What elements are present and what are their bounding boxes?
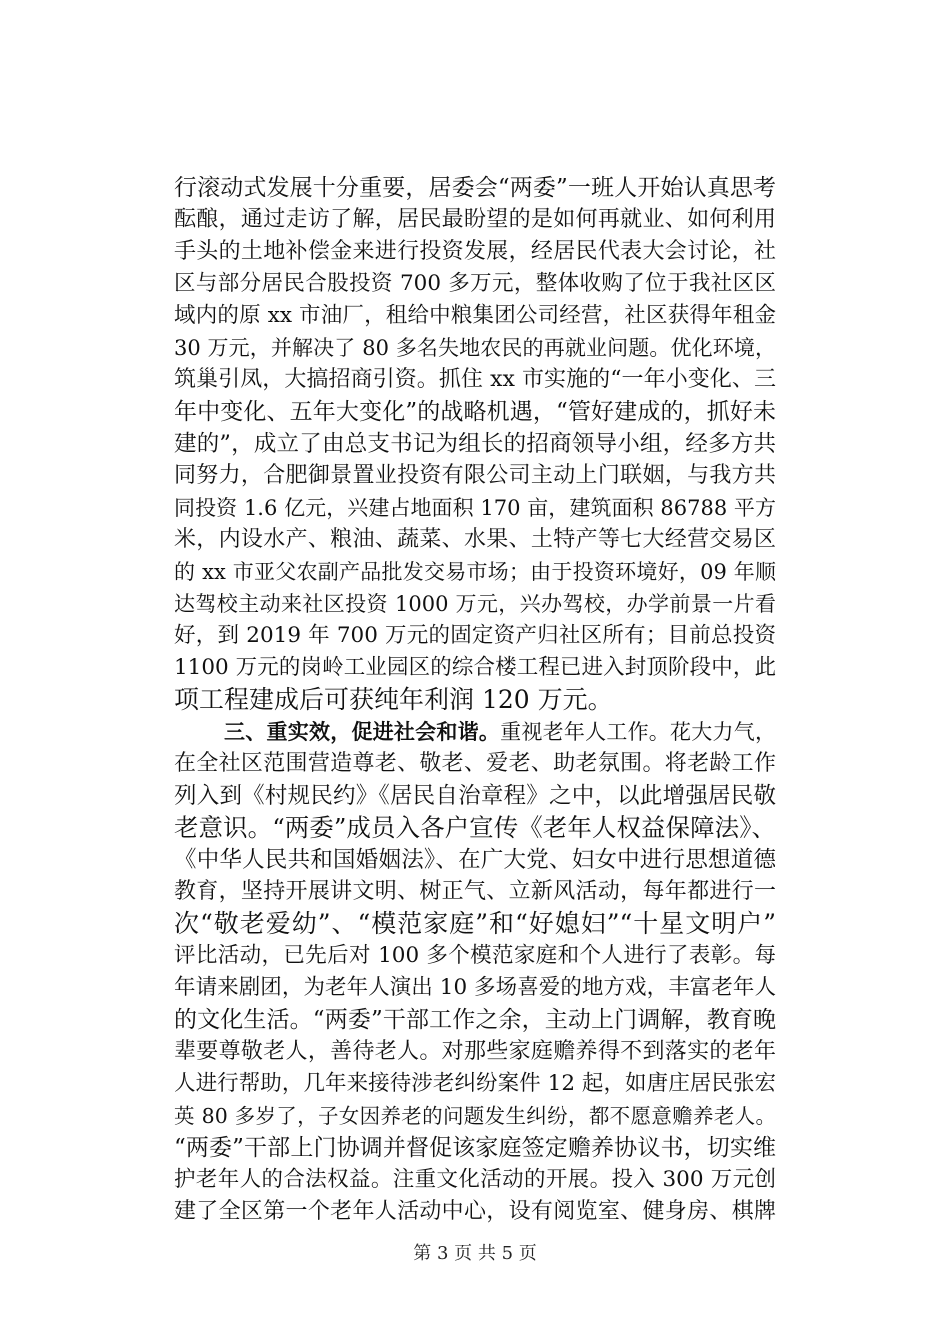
text-line: 的 xx 市亚父农副产品批发交易市场；由于投资环境好，09 年顺 — [174, 560, 776, 584]
text-line: 同投资 1.6 亿元，兴建占地面积 170 亩，建筑面积 86788 平方 — [174, 496, 776, 520]
text-line: 区与部分居民合股投资 700 多万元，整体收购了位于我社区区 — [174, 271, 776, 296]
text-line: 酝酿，通过走访了解，居民最盼望的是如何再就业、如何利用 — [174, 207, 776, 232]
text-line: 列入到《村规民约》《居民自治章程》之中，以此增强居民敬 — [174, 783, 776, 809]
text-line: 次“敬老爱幼”、“模范家庭”和“好媳妇”“十星文明户” — [174, 909, 776, 938]
text-line: 手头的土地补偿金来进行投资发展，经居民代表大会讨论，社 — [174, 239, 776, 264]
page-number-footer: 第 3 页 共 5 页 — [413, 1243, 537, 1264]
text-line: “两委”干部上门协调并督促该家庭签定赡养协议书，切实维 — [174, 1135, 776, 1161]
paragraph-2 — [174, 716, 776, 1228]
text-line: 评比活动，已先后对 100 多个模范家庭和个人进行了表彰。每 — [174, 943, 776, 968]
text-line: 老意识。“两委”成员入各户宣传《老年人权益保障法》、 — [174, 813, 776, 842]
text-line: 英 80 多岁了，子女因养老的问题发生纠纷，都不愿意赡养老人。 — [174, 1104, 776, 1128]
text-line: 米，内设水产、粮油、蔬菜、水果、土特产等七大经营交易区 — [174, 527, 776, 552]
text-line: 建了全区第一个老年人活动中心，设有阅览室、健身房、棋牌 — [174, 1199, 776, 1224]
text-line: 在全社区范围营造尊老、敬老、爱老、助老氛围。将老龄工作 — [174, 751, 776, 776]
text-line: 达驾校主动来社区投资 1000 万元，兴办驾校，办学前景一片看 — [174, 592, 776, 616]
text-line: 行滚动式发展十分重要，居委会“两委”一班人开始认真思考 — [174, 175, 776, 201]
paragraph-1 — [174, 172, 776, 716]
text-line: 1100 万元的岗岭工业园区的综合楼工程已进入封顶阶段中，此 — [174, 655, 776, 680]
text-line: 筑巢引凤，大搞招商引资。抓住 xx 市实施的“一年小变化、三 — [174, 367, 776, 392]
text-line: 年请来剧团，为老年人演出 10 多场喜爱的地方戏，丰富老年人 — [174, 975, 776, 1000]
section-heading: 三、重实效，促进社会和谐。 — [224, 719, 501, 744]
text-line: 《中华人民共和国婚姻法》、在广大党、妇女中进行思想道德 — [174, 847, 776, 873]
text-line: 年中变化、五年大变化”的战略机遇，“管好建成的，抓好未 — [174, 399, 776, 425]
paragraph-first-line — [174, 716, 776, 748]
text-line: 项工程建成后可获纯年利润 120 万元。 — [174, 685, 613, 714]
text-line: 域内的原 xx 市油厂，租给中粮集团公司经营，社区获得年租金 — [174, 303, 776, 328]
text-line: 辈要尊敬老人，善待老人。对那些家庭赡养得不到落实的老年 — [174, 1039, 776, 1064]
text-line: 护老年人的合法权益。注重文化活动的开展。投入 300 万元创 — [174, 1167, 776, 1192]
document-body — [174, 172, 776, 1228]
text-line: 建的”，成立了由总支书记为组长的招商领导小组，经多方共 — [174, 431, 776, 457]
text-line: 同努力，合肥御景置业投资有限公司主动上门联姻，与我方共 — [174, 463, 776, 488]
text-span: 重视老年人工作。花大力气， — [500, 720, 777, 744]
text-line: 30 万元，并解决了 80 多名失地农民的再就业问题。优化环境， — [174, 336, 776, 360]
text-line: 教育，坚持开展讲文明、树正气、立新风活动，每年都进行一 — [174, 879, 776, 904]
text-line: 人进行帮助，几年来接待涉老纠纷案件 12 起，如唐庄居民张宏 — [174, 1071, 776, 1096]
text-line: 好，到 2019 年 700 万元的固定资产归社区所有；目前总投资 — [174, 623, 776, 648]
text-line: 的文化生活。“两委”干部工作之余，主动上门调解，教育晚 — [174, 1007, 776, 1033]
